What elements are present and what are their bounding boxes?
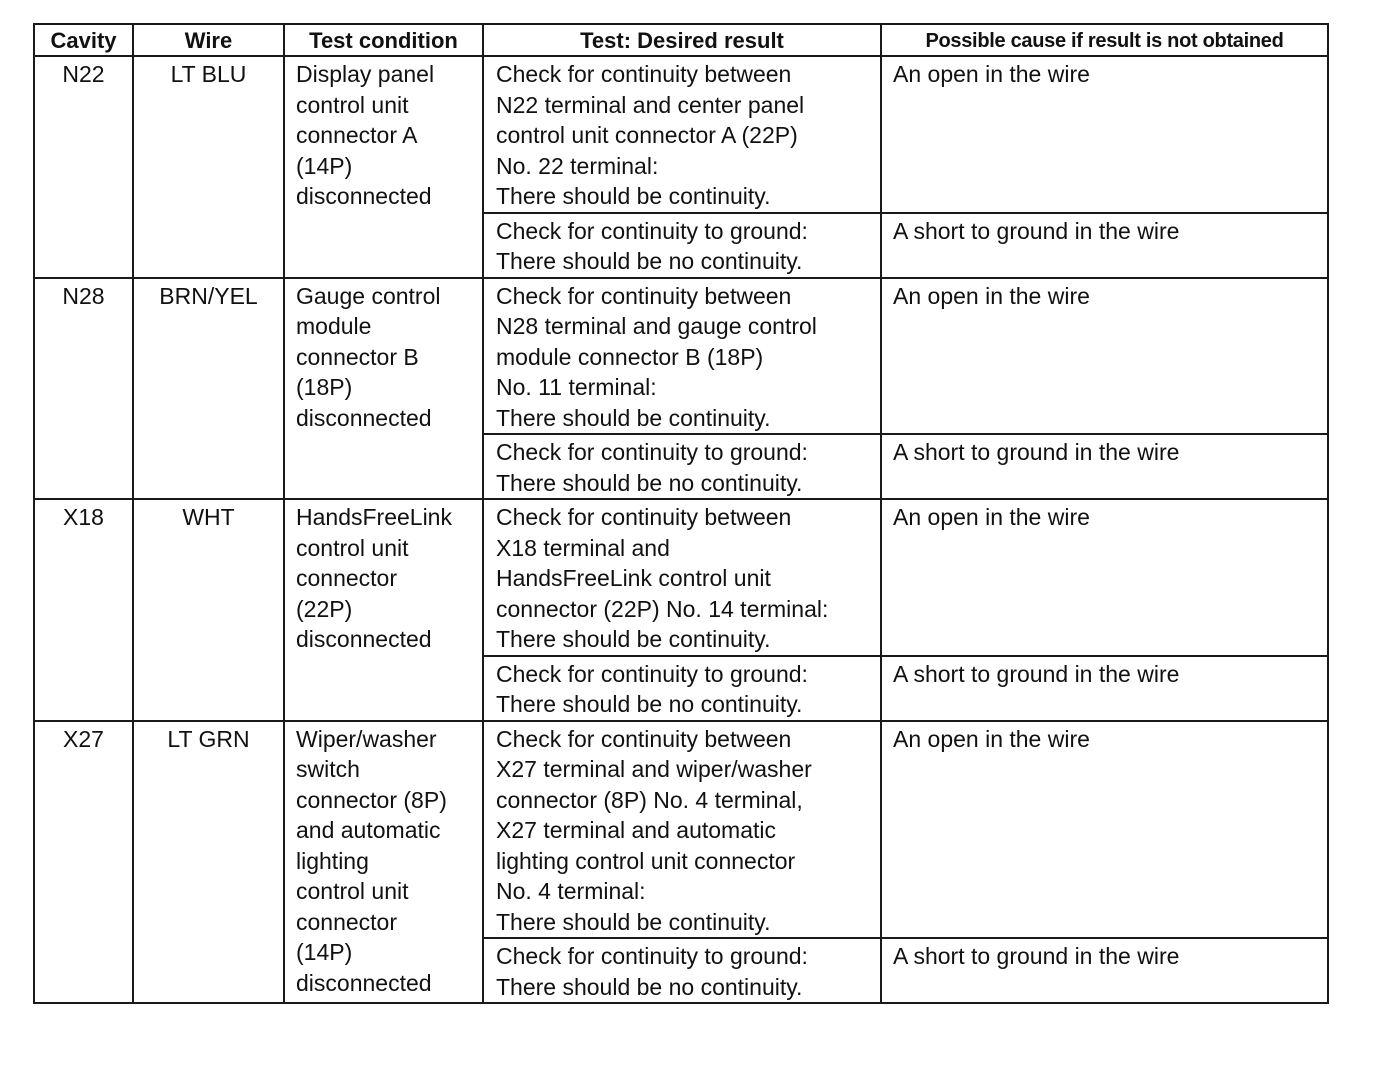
cavity-cell: X18 [34,499,133,721]
short-cause-cell: A short to ground in the wire [881,938,1328,1003]
wire-color-cell: LT GRN [133,721,284,1004]
test-condition-cell: HandsFreeLink control unit connector (22P) disconnected [284,499,483,721]
continuity-test-cell: Check for continuity between N28 terminal and gauge control module connector B (18P) No. 11 terminal: There should be continuity. [483,278,881,435]
table-row [34,56,1328,213]
header-possible-cause: Possible cause if result is not obtained [881,24,1328,56]
continuity-test-cell: Check for continuity between N22 terminal and center panel control unit connector A (22P) No. 22 terminal: There should be continuity. [483,56,881,213]
cavity-cell: N22 [34,56,133,278]
ground-test-cell: Check for continuity to ground: There should be no continuity. [483,434,881,499]
header-test-condition: Test condition [284,24,483,56]
table-row [34,278,1328,435]
open-cause-cell: An open in the wire [881,499,1328,656]
test-condition-cell: Gauge control module connector B (18P) disconnected [284,278,483,500]
open-cause-cell: An open in the wire [881,721,1328,939]
test-table [33,23,1329,1004]
open-cause-cell: An open in the wire [881,278,1328,435]
ground-test-cell: Check for continuity to ground: There should be no continuity. [483,213,881,278]
table-row [34,499,1328,656]
open-cause-cell: An open in the wire [881,56,1328,213]
ground-test-cell: Check for continuity to ground: There should be no continuity. [483,938,881,1003]
cavity-cell: N28 [34,278,133,500]
header-cavity: Cavity [34,24,133,56]
ground-test-cell: Check for continuity to ground: There should be no continuity. [483,656,881,721]
short-cause-cell: A short to ground in the wire [881,656,1328,721]
short-cause-cell: A short to ground in the wire [881,434,1328,499]
short-cause-cell: A short to ground in the wire [881,213,1328,278]
wire-color-cell: BRN/YEL [133,278,284,500]
wire-color-cell: LT BLU [133,56,284,278]
table-row [34,721,1328,939]
continuity-test-cell: Check for continuity between X27 terminal and wiper/washer connector (8P) No. 4 terminal, X27 terminal and automatic lighting control unit connector No. 4 terminal: There should be continuity. [483,721,881,939]
continuity-test-cell: Check for continuity between X18 terminal and HandsFreeLink control unit connector (22P) No. 14 terminal: There should be continuity. [483,499,881,656]
header-desired-result: Test: Desired result [483,24,881,56]
header-row [34,24,1328,56]
header-wire: Wire [133,24,284,56]
test-condition-cell: Wiper/washer switch connector (8P) and automatic lighting control unit connector (14P) disconnected [284,721,483,1004]
cavity-cell: X27 [34,721,133,1004]
wire-color-cell: WHT [133,499,284,721]
test-condition-cell: Display panel control unit connector A (14P) disconnected [284,56,483,278]
